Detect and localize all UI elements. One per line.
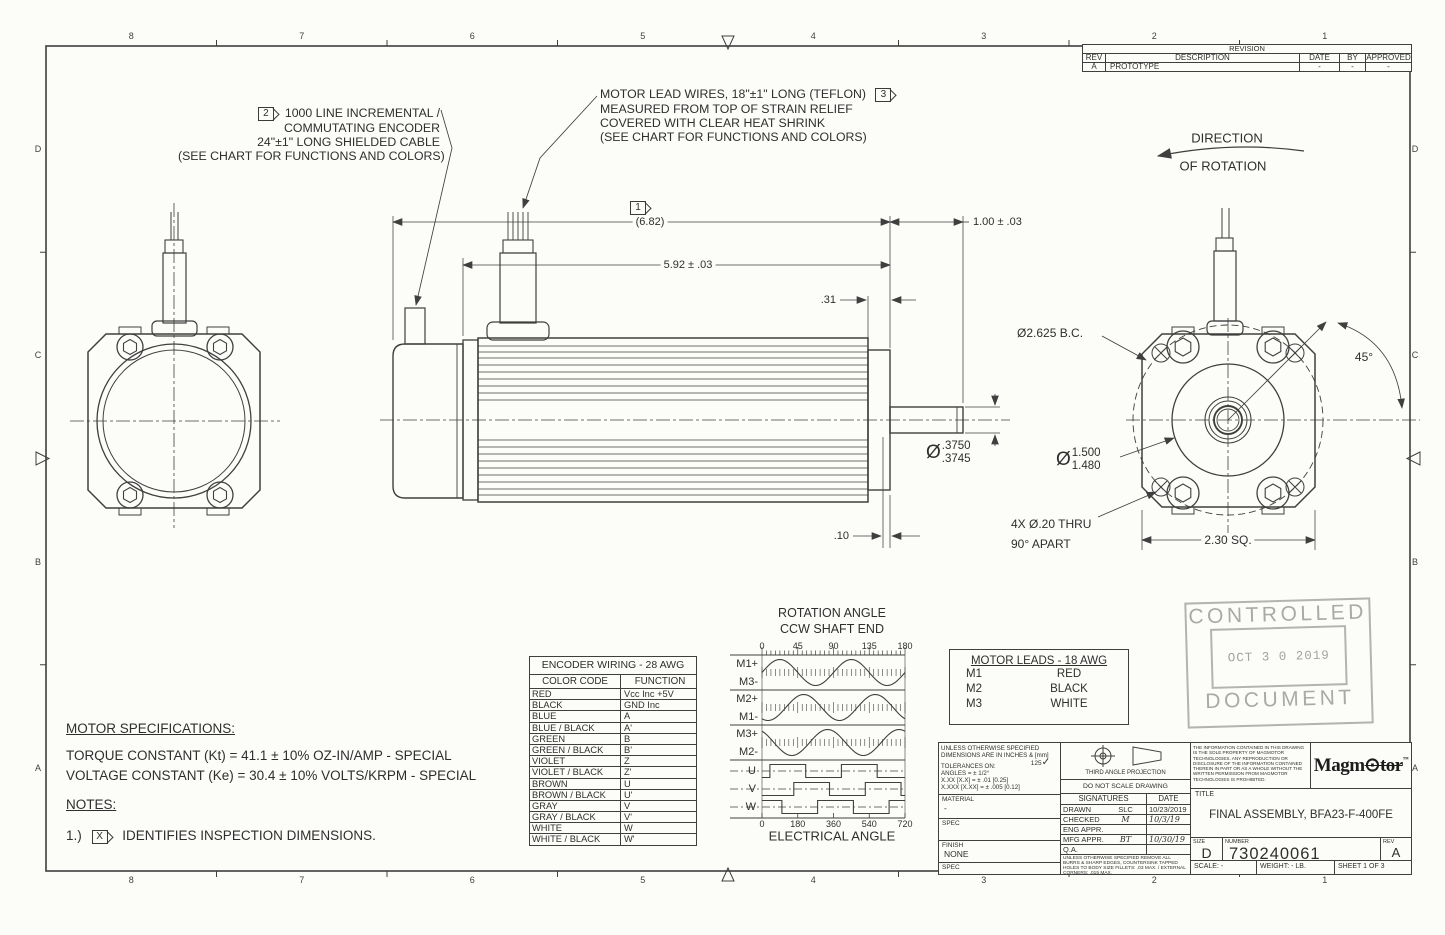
- encoder-cover: [393, 344, 463, 498]
- chart-row-label: M3-: [739, 675, 758, 688]
- chart-top-tick: 180: [897, 641, 913, 651]
- chart-row-label: M2-: [739, 745, 758, 758]
- zone-label: 1: [1322, 31, 1328, 41]
- table-row: REV DESCRIPTION DATE BY APPROVED: [1083, 53, 1411, 62]
- revision-title: REVISION: [1229, 44, 1265, 53]
- dim-bolt-circle: Ø2.625 B.C.: [1017, 326, 1084, 340]
- sheet-cell: SHEET 1 OF 3: [1338, 863, 1385, 870]
- motor-leads-table: [949, 649, 1129, 725]
- revision-rows: [1083, 62, 1411, 71]
- zone-label: 1: [1322, 875, 1328, 885]
- table-row: VIOLET / BLACK Z': [530, 766, 696, 777]
- zone-label: D: [34, 144, 42, 155]
- revision-table: [1082, 44, 1412, 72]
- zone-label: 4: [810, 31, 816, 41]
- dim-overall: (6.82): [633, 216, 668, 228]
- encoder-wiring-table: [529, 656, 697, 846]
- table-row: VIOLET Z: [530, 755, 696, 766]
- encoder-table-header: [530, 674, 696, 688]
- dim-flag-1: 1: [630, 198, 646, 216]
- proprietary-note: THE INFORMATION CONTAINED IN THIS DRAWING IS THE SOLE PROPERTY OF MAGMOTOR TECHNOLOGIES. ANY REPRODUCTION OR DISCLOSURE OF THE INFORMATION CONTAINED THEREIN IN PART OR AS A WHOLE WITHOUT THE WRITTEN PERMISSION FROM MAGMOTOR TECHNOLOGIES IS PROHIBITED.: [1191, 743, 1311, 789]
- magmotor-logo: Magm⊙tor™: [1311, 743, 1411, 789]
- center-marker-right-icon: [1407, 452, 1420, 465]
- chart-row-label: M3+: [736, 727, 758, 740]
- chart-top-tick: 45: [792, 641, 803, 651]
- zone-label: 7: [299, 875, 305, 885]
- surface-finish: 125✓: [1030, 757, 1050, 768]
- motor-lead-wires: [508, 212, 528, 240]
- chart-xlabel: ELECTRICAL ANGLE: [768, 828, 896, 844]
- chart-bottom-tick: 540: [861, 819, 877, 829]
- table-row: ENG APPR.: [1061, 825, 1190, 835]
- zone-label: A: [1411, 762, 1419, 773]
- flag-3: 3: [875, 88, 891, 102]
- signatures-header: SIGNATURES DATE: [1061, 794, 1191, 805]
- zone-label: 6: [469, 31, 475, 41]
- chart-row-label: M1-: [739, 710, 758, 723]
- specs-heading: MOTOR SPECIFICATIONS:: [66, 721, 236, 736]
- table-row: M3 WHITE: [966, 698, 1088, 710]
- zone-label: D: [1411, 144, 1419, 155]
- chart-row-label: V: [748, 783, 756, 795]
- title-block: [938, 742, 1412, 875]
- direction-label-1: DIRECTION: [1191, 130, 1263, 146]
- finish-cell: FINISH NONE: [939, 841, 1061, 863]
- dim-mount-angle: 45°: [1354, 350, 1374, 364]
- direction-label-2: OF ROTATION: [1179, 158, 1267, 174]
- dim-mount-holes-2: 90° APART: [1011, 537, 1071, 551]
- zone-label: 5: [640, 875, 646, 885]
- table-row: Q.A.: [1061, 845, 1190, 855]
- zone-label: A: [34, 762, 42, 773]
- number-cell: NUMBER 730240061: [1223, 838, 1381, 861]
- dim-front-step: .10: [833, 530, 849, 542]
- flag-x: X: [92, 830, 108, 844]
- left-view: [70, 203, 280, 528]
- title-cell: TITLE FINAL ASSEMBLY, BFA23-F-400FE: [1191, 789, 1411, 838]
- encoder-cable-wires: [171, 212, 178, 240]
- motor-lead-note: MOTOR LEAD WIRES, 18"±1" LONG (TEFLON) 3 MEASURED FROM TOP OF STRAIN RELIEF COVERED WITH CLEAR HEAT SHRINK (SEE CHART FOR FUNCTIONS AND COLORS): [600, 87, 902, 144]
- spec-voltage: VOLTAGE CONSTANT (Ke) = 30.4 ± 10% VOLTS/KRPM - SPECIAL: [66, 768, 477, 783]
- table-row: WHITE W: [530, 822, 696, 833]
- zone-label: 3: [981, 875, 987, 885]
- rev-cell: REV A: [1381, 838, 1411, 861]
- encoder-table-title: ENCODER WIRING - 28 AWG: [541, 659, 685, 671]
- side-view: [380, 96, 1010, 548]
- size-cell: SIZE D: [1191, 838, 1223, 861]
- scale-cell: SCALE: -: [1191, 861, 1257, 874]
- spec-cell-1: SPEC: [939, 819, 1061, 841]
- chart-subtitle: CCW SHAFT END: [780, 622, 884, 636]
- table-row: BROWN / BLACK U': [530, 789, 696, 800]
- zone-label: 3: [981, 31, 987, 41]
- surface-finish-icon: ✓: [1041, 757, 1050, 768]
- weight-cell: WEIGHT: - LB.: [1257, 861, 1335, 874]
- table-row: CHECKED M 10/3/19: [1061, 815, 1190, 825]
- table-row: GRAY / BLACK V': [530, 811, 696, 822]
- chart-bottom-tick: 720: [897, 819, 913, 829]
- chart-row-label: U: [748, 765, 756, 777]
- encoder-cable-stub: [405, 308, 425, 344]
- zone-label: B: [34, 556, 42, 567]
- table-row: GRAY V: [530, 800, 696, 811]
- zone-label: 8: [128, 875, 134, 885]
- zone-label: 5: [640, 31, 646, 41]
- spec-torque: TORQUE CONSTANT (Kt) = 41.1 ± 10% OZ-IN/AMP - SPECIAL: [66, 748, 452, 763]
- table-row: COLOR CODE FUNCTION: [530, 674, 696, 688]
- front-view: [1098, 208, 1420, 550]
- table-row: A PROTOTYPE - - -: [1083, 62, 1411, 71]
- chart-bottom-tick: 360: [825, 819, 842, 829]
- dim-mount-holes-1: 4X Ø.20 THRU: [1011, 517, 1092, 531]
- center-marker-bottom-icon: [722, 868, 734, 881]
- material-cell: MATERIAL -: [939, 795, 1061, 819]
- encoder-note: 2 1000 LINE INCREMENTAL / COMMUTATING ENCODER 24"±1" LONG SHIELDED CABLE (SEE CHART FOR FUNCTIONS AND COLORS): [178, 106, 445, 163]
- table-row: GREEN B: [530, 733, 696, 744]
- spec-cell-2: SPEC: [939, 863, 1061, 874]
- chart-title: ROTATION ANGLE: [778, 606, 886, 620]
- lead-note-leader: [523, 96, 597, 208]
- drawing-number: 730240061: [1229, 845, 1321, 863]
- zone-label: 8: [128, 31, 134, 41]
- deburr-note: UNLESS OTHERWISE SPECIFIED REMOVE ALL BURRS & SHARP EDGES, COUNTERSINK TAPPED HOLES TO BODY SIZE FILLETS: .03 MAX. / EXTERNAL CORNERS: .015 MAX.: [1061, 855, 1191, 874]
- zone-label: C: [34, 350, 42, 361]
- flag-2: 2: [258, 107, 274, 121]
- body-fins: [478, 346, 868, 495]
- zone-label: 2: [1151, 31, 1157, 41]
- table-row: BLUE / BLACK A': [530, 722, 696, 733]
- signature-rows: [1061, 805, 1191, 855]
- chart-row-label: W: [745, 801, 756, 813]
- table-row: GREEN / BLACK B': [530, 744, 696, 755]
- center-marker-left-icon: [36, 452, 49, 465]
- controlled-document-stamp: [1184, 597, 1373, 728]
- zone-label: 2: [1151, 875, 1157, 885]
- table-row: BROWN U: [530, 778, 696, 789]
- note-1: 1.) X IDENTIFIES INSPECTION DIMENSIONS.: [66, 828, 376, 843]
- revision-header: [1083, 53, 1411, 62]
- zone-label: 6: [469, 875, 475, 885]
- chart-row-label: M2+: [736, 692, 758, 705]
- chart-row-label: M1+: [736, 657, 758, 670]
- zone-label: B: [1411, 556, 1419, 567]
- third-angle-projection-icon: [1061, 743, 1191, 769]
- logo-target-icon: ⊙: [1364, 755, 1380, 776]
- no-scale-label: DO NOT SCALE DRAWING: [1061, 779, 1191, 794]
- table-row: MFG APPR. BT 10/30/19: [1061, 835, 1190, 845]
- chart-bottom-tick: 180: [790, 819, 806, 829]
- table-row: BLACK GND Inc: [530, 699, 696, 710]
- zone-label: 7: [299, 31, 305, 41]
- stamp-word-bottom: DOCUMENT: [1205, 685, 1355, 714]
- tolerance-block: UNLESS OTHERWISE SPECIFIED DIMENSIONS ARE IN INCHES & [mm] TOLERANCES ON: ANGLES = ± 1/2° X.XX [X.X] = ± .01 [0.25] X.XXX [X.XX] = ± .005 [0.12] 125✓: [939, 743, 1061, 795]
- dim-shaft-length: 1.00 ± .03: [973, 216, 1022, 228]
- chart-top-tick: 0: [759, 641, 765, 651]
- chart-bottom-tick: 0: [759, 819, 765, 829]
- stamp-date: OCT 3 0 2019: [1227, 648, 1331, 666]
- motor-leads-rows: [950, 667, 1128, 712]
- dim-shaft-dia: Ø .3750 .3745: [926, 440, 971, 465]
- encoder-table-rows: [530, 688, 696, 845]
- zone-label: 4: [810, 875, 816, 885]
- drawing-title: FINAL ASSEMBLY, BFA23-F-400FE: [1209, 809, 1393, 821]
- table-row: WHITE / BLACK W': [530, 833, 696, 844]
- stamp-date-box: [1210, 625, 1348, 689]
- table-row: BLUE A: [530, 710, 696, 721]
- zone-label: C: [1411, 350, 1419, 361]
- rotation-arrow-icon: [1158, 147, 1304, 156]
- chart-top-tick: 135: [861, 641, 877, 651]
- table-row: RED Vcc Inc +5V: [530, 688, 696, 699]
- table-row: DRAWN SLC 10/23/2019: [1061, 805, 1190, 815]
- motor-leads-title: MOTOR LEADS - 18 AWG: [970, 655, 1108, 667]
- dim-body-length: 5.92 ± .03: [661, 259, 716, 271]
- projection-label: THIRD ANGLE PROJECTION: [1061, 769, 1191, 779]
- chart-top-tick: 90: [828, 641, 839, 651]
- dim-pilot-dia: Ø 1.500 1.480: [1056, 447, 1101, 472]
- table-row: M1 RED: [966, 668, 1082, 680]
- notes-heading: NOTES:: [66, 797, 117, 812]
- table-row: M2 BLACK: [966, 683, 1088, 695]
- center-marker-top-icon: [722, 36, 734, 49]
- dim-flange-square: 2.30 SQ.: [1201, 533, 1254, 547]
- stamp-word-top: CONTROLLED: [1188, 600, 1368, 629]
- dim-rear-step: .31: [820, 294, 836, 306]
